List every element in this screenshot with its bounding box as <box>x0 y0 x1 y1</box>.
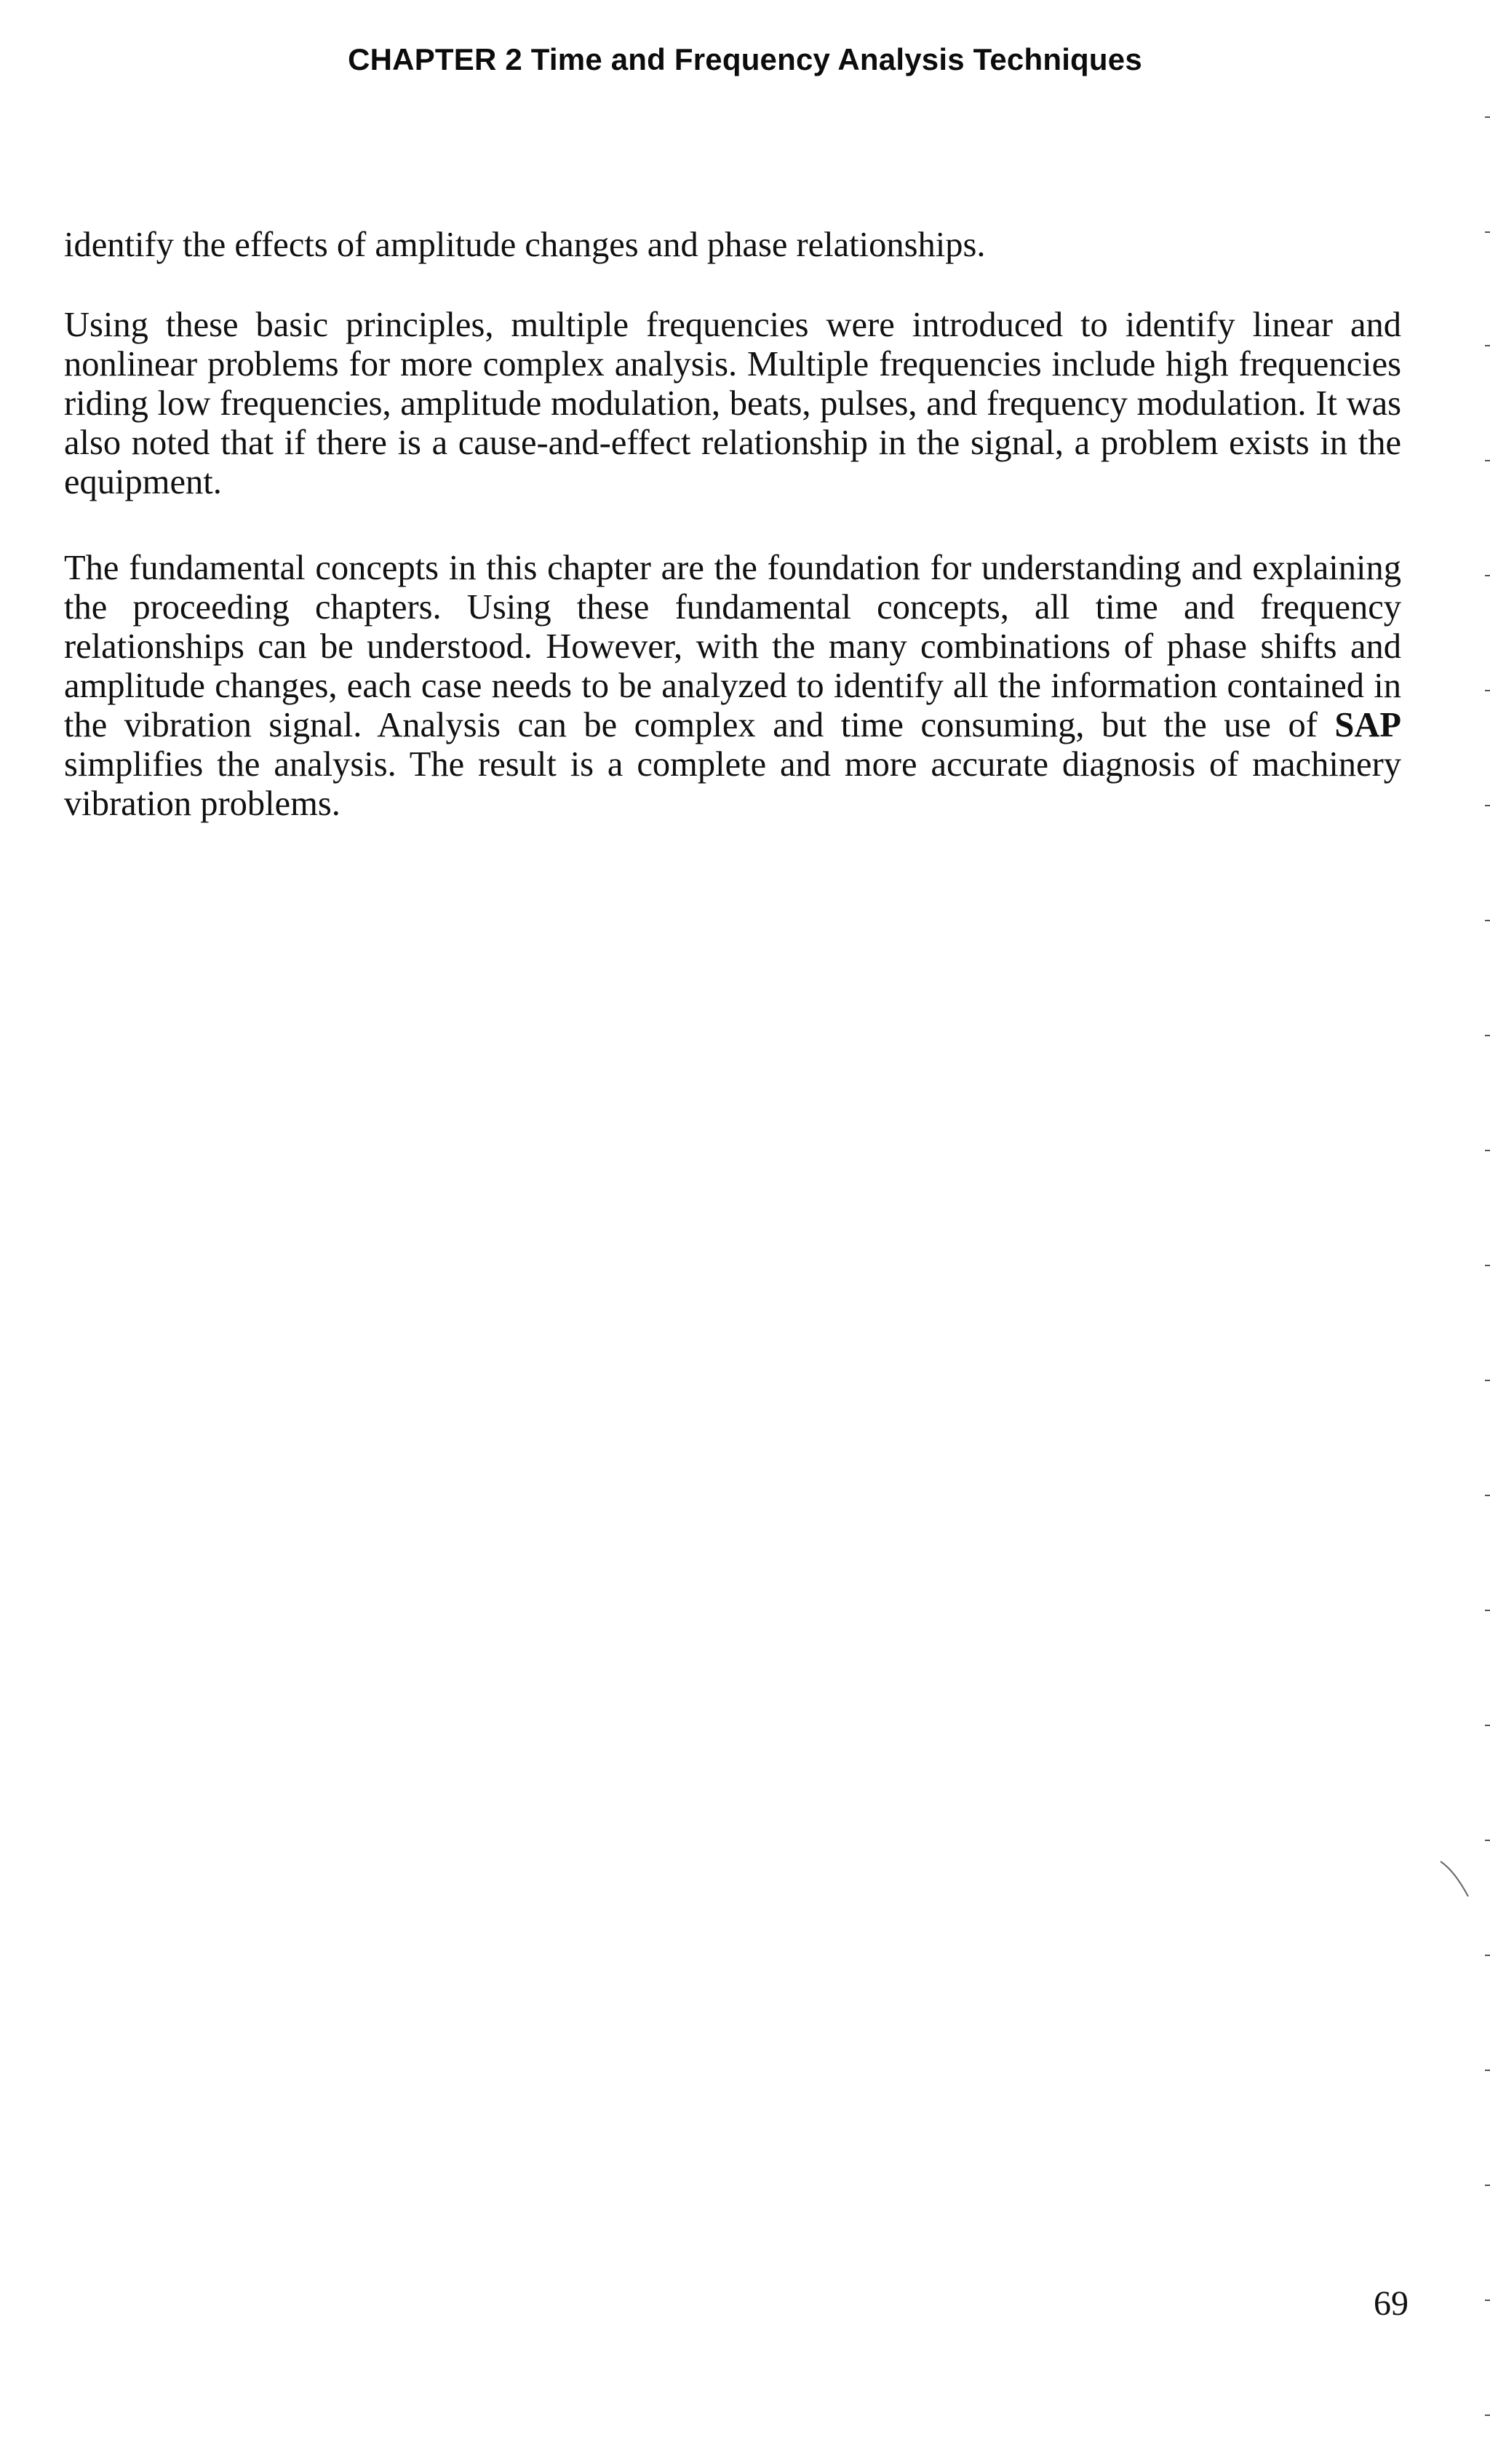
paragraph-text <box>64 549 1401 824</box>
margin-tick <box>1485 1265 1490 1266</box>
paragraph-text: Using these basic principles, multiple frequencies were introduced to identify linear and nonlinear problems for more complex analysis. Multiple frequencies include high frequencies riding low frequencies, amplitude modulation, beats, pulses, and frequency modulation. It was also noted that if there is a cause-and-effect relationship in the signal, a problem exists in the equipment. <box>64 306 1401 501</box>
margin-tick <box>1485 575 1490 576</box>
margin-tick <box>1485 345 1490 346</box>
margin-tick <box>1485 1725 1490 1726</box>
margin-tick <box>1485 1840 1490 1841</box>
page-number: 69 <box>1374 2284 1409 2323</box>
margin-tick <box>1485 460 1490 461</box>
margin-tick <box>1485 690 1490 691</box>
scan-artifact-stroke <box>1439 1859 1474 1902</box>
scan-margin-marks <box>1475 0 1490 2464</box>
margin-tick <box>1485 2070 1490 2071</box>
paragraph-text: identify the effects of amplitude changes and phase relationships. <box>64 226 986 264</box>
margin-tick <box>1485 2415 1490 2416</box>
margin-tick <box>1485 116 1490 118</box>
margin-tick <box>1485 2300 1490 2301</box>
margin-tick <box>1485 1495 1490 1496</box>
margin-tick <box>1485 920 1490 921</box>
body-paragraph-2 <box>64 306 1401 502</box>
sap-emphasis: SAP <box>1334 706 1401 744</box>
margin-tick <box>1485 1610 1490 1611</box>
body-paragraph-1 <box>64 226 1401 265</box>
running-head: CHAPTER 2 Time and Frequency Analysis Techniques <box>348 42 1142 76</box>
margin-tick <box>1485 805 1490 806</box>
margin-tick <box>1485 231 1490 233</box>
paragraph-text-part: The fundamental concepts in this chapter are the foundation for understanding and explaining the proceeding chapters. Using these fundamental concepts, all time and frequency relationships can be understood. However, with the many combinations of phase shifts and amplitude changes, each case needs to be analyzed to identify all the information contained in the vibration signal. Analysis can be complex and time consuming, but the use of <box>64 549 1401 744</box>
paragraph-text-part: simplifies the analysis. The result is a complete and more accurate diagnosis of machinery vibration problems. <box>64 745 1401 823</box>
margin-tick <box>1485 1150 1490 1151</box>
body-paragraph-3 <box>64 549 1401 824</box>
margin-tick <box>1485 1035 1490 1036</box>
margin-tick <box>1485 1955 1490 1956</box>
margin-tick <box>1485 1380 1490 1381</box>
margin-tick <box>1485 2185 1490 2186</box>
